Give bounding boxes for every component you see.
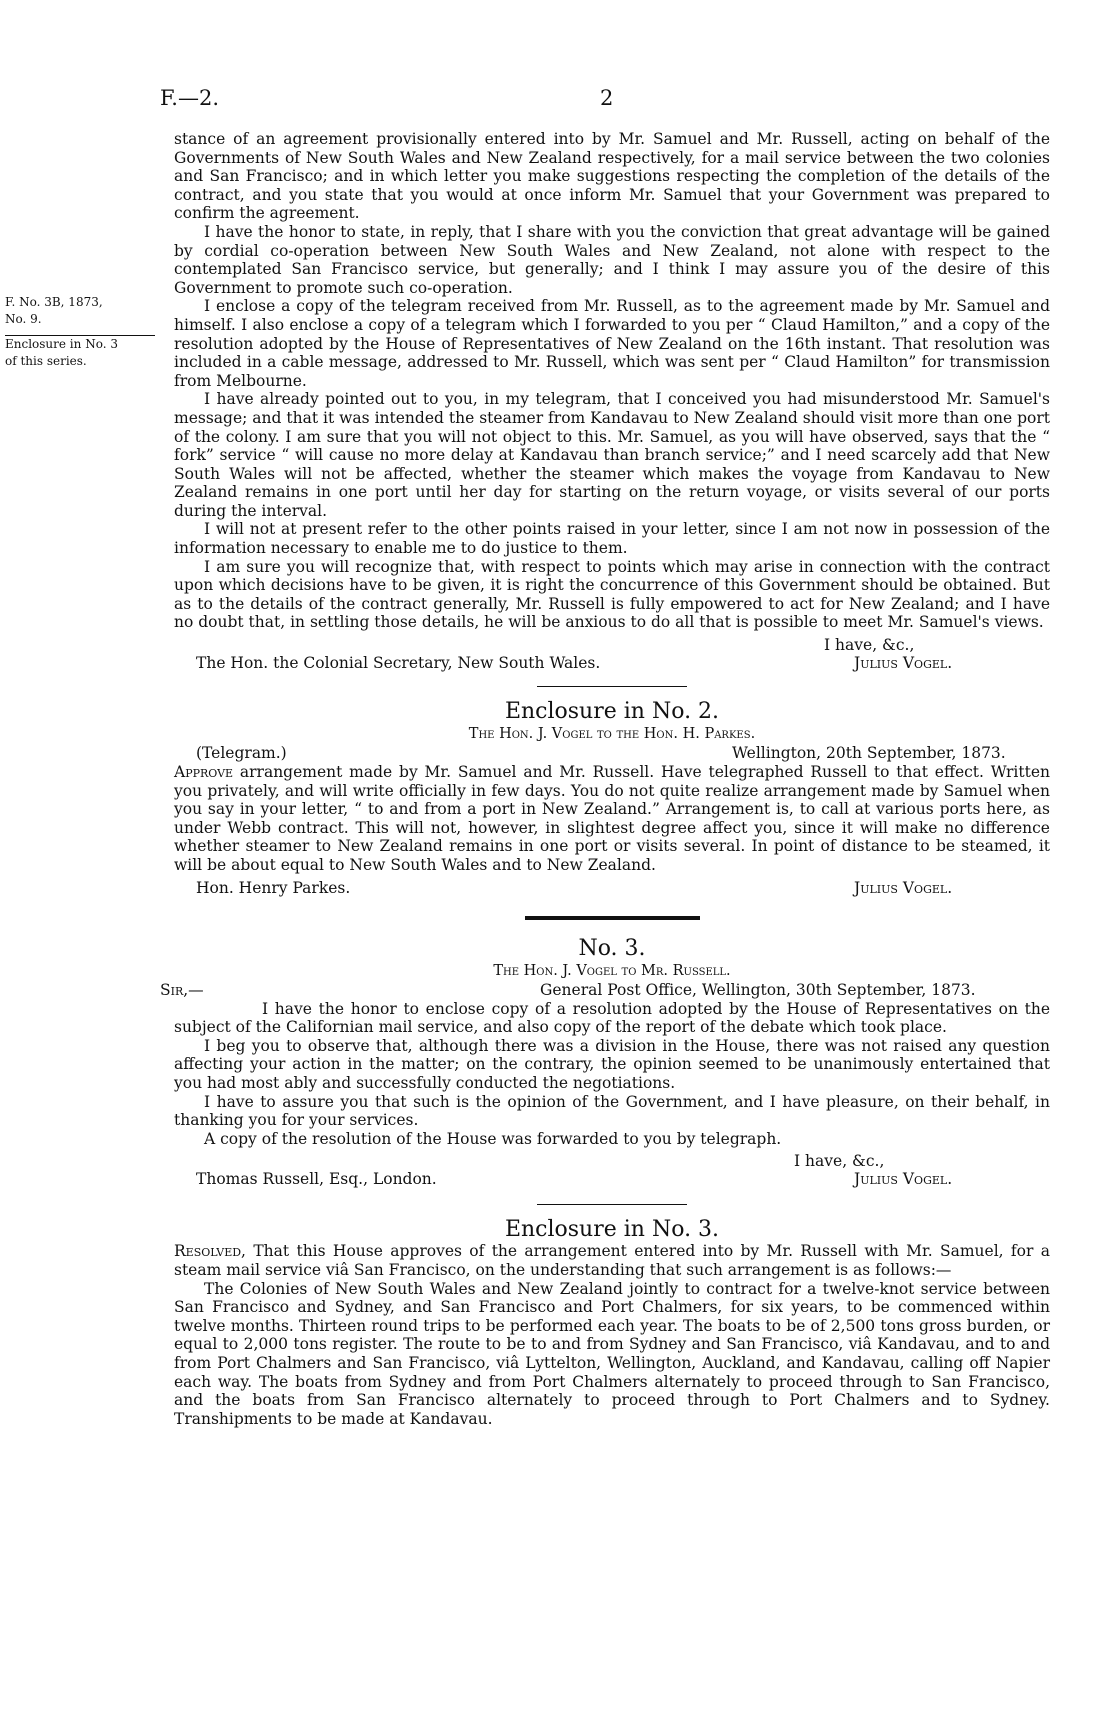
paragraph: I will not at present refer to the other points raised in your letter, since I am not now in possession of the information necessary to enable me to do justice to them.	[174, 520, 1050, 558]
dateline: General Post Office, Wellington, 30th September, 1873.	[540, 980, 976, 999]
paragraph: A copy of the resolution of the House was forwarded to you by telegraph.	[204, 1129, 782, 1148]
resolution-intro-text: That this House approves of the arrangement entered into by Mr. Russell with Mr. Samuel, for a steam mail service viâ San Francisco, on the understanding that such arrangement is as follows:—	[174, 1242, 1050, 1279]
paragraph: I beg you to observe that, although there was a division in the House, there was not raised any question affecting your action in the matter; on the contrary, the opinion seemed to be unanimously entertained that you had most ably and successfully conducted the negotiations.	[174, 1036, 1050, 1092]
section-subheading: The Hon. J. Vogel to Mr. Russell.	[493, 962, 731, 979]
telegram-text: arrangement made by Mr. Samuel and Mr. Russell. Have telegraphed Russell to that effect. Written you privately, and will write officially in few days. You do not quite realize arrangement made by Samuel when you say in your letter, “ to and from a port in New Zealand.” Arrangement is, to call at various ports here, as under Webb contract. This will not, however, in slightest degree affect you, since it will make no difference whether steamer to New Zealand remains in one port or visits several. In point of distance to be steamed, it will be about equal to New South Wales and to New Zealand.	[174, 763, 1050, 874]
section-heading: No. 3.	[578, 935, 646, 961]
margin-note-line: F. No. 3B, 1873,	[5, 295, 103, 309]
paragraph: I have already pointed out to you, in my telegram, that I conceived you had misunderstood Mr. Samuel's message; and that it was intended the steamer from Kandavau to New Zealand should visit more than one port of the colony. I am sure that you will not object to this. Mr. Samuel, as you will have observed, says that the “ fork” service “ will cause no more delay at Kandavau than branch service;” and I need scarcely add that New South Wales will not be affected, whether the steamer which makes the voyage from Kandavau to New Zealand remains in one port until her day for starting on the return voyage, or visits several of our ports during the interval.	[174, 390, 1050, 520]
salutation: Sir,—	[160, 980, 204, 999]
lead-word: Resolved,	[174, 1242, 246, 1261]
signature: Julius Vogel.	[854, 878, 953, 897]
paragraph: stance of an agreement provisionally entered into by Mr. Samuel and Mr. Russell, acting on behalf of the Governments of New South Wales and New Zealand respectively, for a mail service between the two colonies and San Francisco; and in which letter you make suggestions respecting the completion of the details of the contract, and you state that you would at once inform Mr. Samuel that your Government was prepared to confirm the agreement.	[174, 130, 1050, 223]
resolution-intro	[174, 1242, 1050, 1279]
lead-word: Approve	[174, 763, 234, 782]
margin-note-line: Enclosure in No. 3	[5, 337, 118, 351]
enclosure-in-no-3	[174, 1217, 1050, 1428]
telegram-header	[174, 744, 1050, 763]
telegram-body	[174, 763, 1050, 875]
paragraph: I am sure you will recognize that, with respect to points which may arise in connection with the contract upon which decisions have to be given, it is right the concurrence of this Government should be obtained. But as to the details of the contract generally, Mr. Russell is fully empowered to act for New Zealand; and I have no doubt that, in settling those details, he will be anxious to do all that is possible to meet Mr. Samuel's views.	[174, 557, 1050, 632]
salutation-row	[160, 980, 1050, 1000]
paragraph: I have to assure you that such is the opinion of the Government, and I have pleasure, on their behalf, in thanking you for your services.	[174, 1092, 1050, 1130]
section-heading: Enclosure in No. 3.	[504, 1217, 720, 1243]
telegram-label: (Telegram.)	[196, 744, 287, 763]
signature: Julius Vogel.	[854, 1170, 953, 1189]
closing-line: I have, &c.,	[794, 1152, 885, 1171]
page-number: 2	[600, 86, 614, 110]
resolution-body: The Colonies of New South Wales and New Zealand jointly to contract for a twelve-knot service between San Francisco and Sydney, and San Francisco and Port Chalmers, for six years, to be commenced within twelve months. Thirteen round trips to be performed each year. The boats to be of 2,500 tons gross burden, or equal to 2,000 tons register. The route to be to and from Sydney and San Francisco, viâ Kandavau, and to and from Port Chalmers and San Francisco, viâ Lyttelton, Wellington, Auckland, and Kandavau, calling off Napier each way. The boats from Sydney and from Port Chalmers alternately to proceed through to San Francisco, and the boats from San Francisco alternately to proceed through to Port Chalmers and to Sydney. Transhipments to be made at Kandavau.	[174, 1279, 1050, 1428]
addressee: The Hon. the Colonial Secretary, New South Wales.	[196, 654, 601, 673]
addressee: Hon. Henry Parkes.	[196, 878, 351, 897]
paragraph: I have the honor to enclose copy of a resolution adopted by the House of Representatives on the subject of the Californian mail service, and also copy of the report of the debate which took place.	[174, 999, 1050, 1037]
section-divider-thick	[525, 916, 700, 920]
section-divider	[537, 686, 687, 687]
paragraph: I enclose a copy of the telegram received from Mr. Russell, as to the agreement made by Mr. Samuel and himself. I also enclose a copy of a telegram which I forwarded to you per “ Claud Hamilton,” and a copy of the resolution adopted by the House of Representatives of New Zealand on the 16th instant. That resolution was included in a cable message, addressed to Mr. Russell, which was sent per “ Claud Hamilton” for transmission from Melbourne.	[174, 297, 1050, 390]
document-body	[160, 130, 1050, 1428]
paragraph: I have the honor to state, in reply, that I share with you the conviction that great advantage will be gained by cordial co-operation between New South Wales and New Zealand, not alone with respect to the contemplated San Francisco service, but generally; and I think I may assure you of the desire of this Government to promote such co-operation.	[174, 222, 1050, 297]
margin-note-line: of this series.	[5, 354, 87, 368]
dateline: Wellington, 20th September, 1873.	[732, 744, 1006, 763]
signature: Julius Vogel.	[854, 654, 953, 673]
letter-no-3	[160, 935, 1050, 1189]
signature-block	[174, 879, 1050, 898]
margin-note-enclosure	[5, 333, 155, 370]
margin-note-line: No. 9.	[5, 312, 42, 326]
closing-line: I have, &c.,	[824, 636, 915, 655]
addressee: Thomas Russell, Esq., London.	[196, 1170, 437, 1189]
section-subheading: The Hon. J. Vogel to the Hon. H. Parkes.	[468, 726, 756, 743]
section-divider	[537, 1204, 687, 1205]
letter-vogel-to-colonial-secretary	[174, 130, 1050, 672]
section-heading: Enclosure in No. 2.	[504, 699, 720, 725]
margin-note-reference	[5, 294, 103, 328]
page-identifier: F.—2.	[160, 86, 220, 110]
enclosure-in-no-2	[174, 699, 1050, 898]
signature-block	[174, 1148, 1050, 1188]
signature-block	[174, 632, 1050, 672]
